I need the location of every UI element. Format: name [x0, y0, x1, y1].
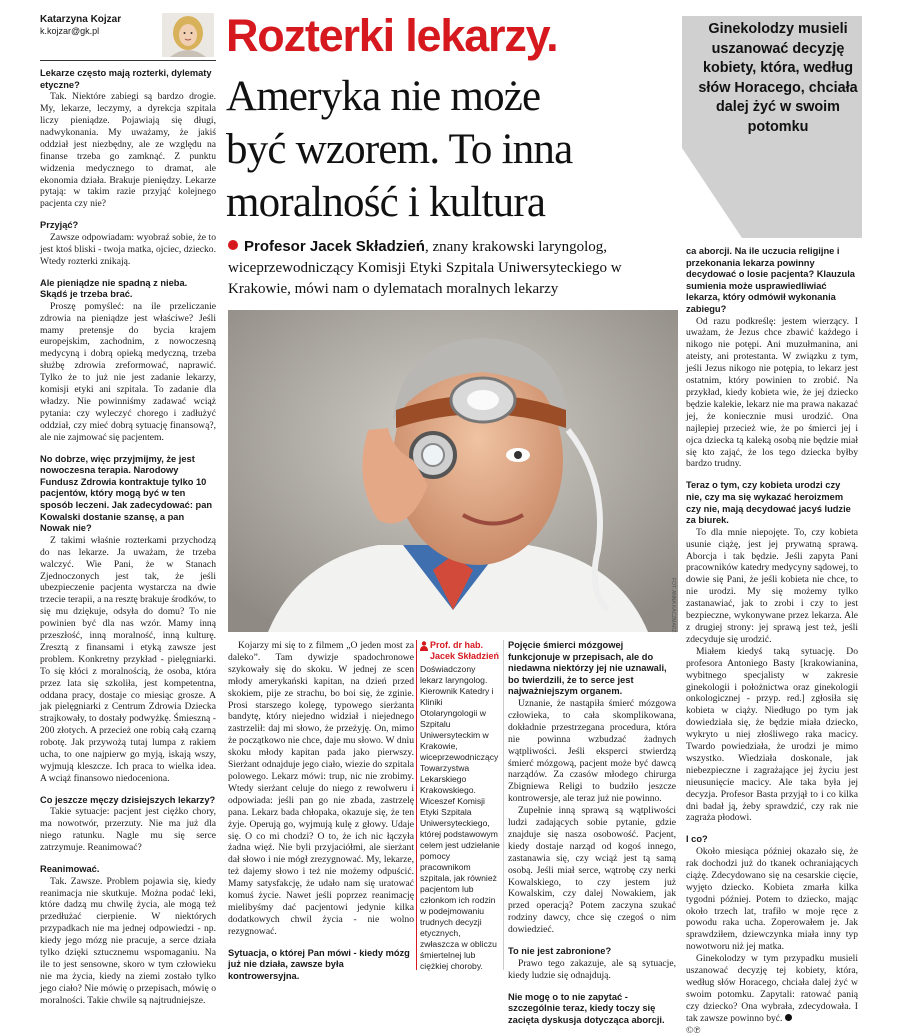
- answer: Zupełnie inną sprawą są wątpliwości ludzi zadających sobie pytanie, gdzie znajduje się nasza osobowość. Pacjent, kiedy dostaje narząd od kogoś innego, zastanawia się, czy wciąż jest tą samą osobą. Jeśli miał serce, wątrobę czy nerki Kowalskiego, to czy jestem już Kowalskim, czy dalej Nowakiem, jak przed operacją? Potem zaczyna szukać rodziny dawcy, chce się czegoś o nim dowiedzieć.: [508, 805, 676, 936]
- question: Ale pieniądze nie spadną z nieba. Skądś je trzeba brać.: [40, 277, 188, 300]
- main-photo: [228, 310, 678, 632]
- bio-box: [420, 640, 500, 972]
- photo-credit: FOT. ANNA KACZMARZ: [670, 578, 676, 633]
- column-divider: [503, 640, 504, 970]
- answer: Uznanie, że nastąpiła śmierć mózgowa człowieka, to cała skomplikowana, dokładnie przestrzegana procedura, która nie powinna wzbudzać żadnych wątpliwości. Jeśli eksperci stwierdzą śmierć mózgową, pacjent może być dawcą narządów. Za czasów młodego chirurga Zbigniewa Religi to budziło jeszcze kontrowersje, ale teraz już nie powinno.: [508, 697, 676, 805]
- bio-body: Doświadczony lekarz laryngolog. Kierownik Katedry i Kliniki Otolaryngologii w Szpitalu Uniwersyteckim w Krakowie, wiceprzewodniczący Towarzystwa Lekarskiego Krakowskiego. Wiceszef Komisji Etyki Szpitala Uniwersyteckiego, której podstawowym celem jest udzielanie pomocy pracownikom szpitala, jak również pacjentom lub członkom ich rodzin w podejmowaniu trudnych decyzji etycznych, zwłaszcza w obliczu śmiertelnej lub ciężkiej choroby.: [420, 664, 500, 971]
- answer: Od razu podkreślę: jestem wierzący. I uważam, że Jezus chce zbawić każdego i nikogo nie potępi. Ani muzułmanina, ani ateisty, ani protestanta. W związku z tym, jeśli Jezus nikogo nie potępia, to lekarz jest ostatnim, który powinien to zrobić. Na przykład, kiedy kobieta wie, że jej dziecko będzie kalekie, lekarz nie ma prawa nakazać jej, że koniecznie musi urodzić. Ona najlepiej przecież wie, że po śmierci jej i ojca dziecka tą kaleką osobą nie będzie miał się kto zająć, że los tego dziecka byłby bardzo trudny.: [686, 315, 858, 470]
- question: Sytuacja, o której Pan mówi - kiedy mózg już nie działa, zawsze była kontrowersyjna.: [228, 947, 410, 981]
- article-column-4: [686, 246, 858, 1036]
- answer: To dla mnie niepojęte. To, czy kobieta usunie ciążę, jest jej prywatną sprawą. Aborcja i tak będzie. Jeśli zapyta Pani pracowników katedry medycyny sądowej, to dowie się Pani, że jeśli kobieta nie chce, to nie urodzi. My się możemy tylko zastanawiać, jak to zrobi i czy to jest bezpieczne, wykonywane przez lekarza. Ale z drugiej strony: jej sprawą jest też, jeśli zdecyduje się urodzić.: [686, 526, 858, 645]
- headline-line-1: Ameryka nie może: [226, 73, 541, 120]
- answer: Proszę pomyśleć: na ile przeliczanie zdrowia na pieniądze jest właściwe? Jeśli mamy pretensje do bycia krajem europejskim, zachodnim, z nowoczesną medycyną i dobrą opieką medyczną, trzeba służbę zdrowia zreformować, naprawić. Tylko że to już nie jest zadanie lekarzy, komisji etyki ani szpitala. To zadanie dla władzy. Nie powinniśmy zadawać wciąż pytania: czy wyleczyć chorego i zadłużyć oddział, czy mieć dobrą sytuację finansową?, ale nie zajmować się pacjentem.: [40, 300, 216, 443]
- answer: Zawsze odpowiadam: wyobraź sobie, że to jest ktoś bliski - twoja matka, ojciec, dziecko. Wtedy rozterki znikają.: [40, 231, 216, 267]
- author-name: Katarzyna Kojzar: [40, 14, 122, 25]
- author-photo: [162, 13, 214, 57]
- author-email[interactable]: k.kojzar@gk.pl: [40, 26, 100, 36]
- lead-text: , znany krakowski laryngolog, wiceprzewodniczący Komisji Etyki Szpitala Uniwersyteckiego w Krakowie, mówi nam o dylematach moralnych lekarzy: [228, 239, 622, 297]
- article-column-3: [508, 640, 676, 1026]
- question: Lekarze często mają rozterki, dylematy etyczne?: [40, 68, 212, 90]
- answer: Tak. Niektóre zabiegi są bardzo drogie. My, lekarze, leczymy, a dyrekcja szpitala liczy pieniądze. Pojawiają się długi, nadwykonania. My uważamy, że jakiś oddział jest niezbędny, ale ze względu na finanse trzeba go zamknąć. Z punktu widzenia medycznego to dramat, ale ekonomia działa. Brakuje pieniędzy. Lekarze pytają: w takim razie przyjąć kolejnego pacjenta czy nie?: [40, 91, 216, 210]
- author-divider: [40, 60, 216, 61]
- question: I co?: [686, 834, 708, 845]
- headline-line-2: być wzorem. To inna: [226, 126, 573, 173]
- headline-line-3: moralność i kultura: [226, 179, 546, 226]
- question: Przyjąć?: [40, 220, 79, 231]
- answer: Z takimi właśnie rozterkami przychodzą do nas lekarze. Ja uważam, że trzeba walczyć. Wie Pani, że w Stanach Zjednoczonych jest tak, że jeśli ubezpieczenie pacjenta wystarcza na dwie trzecie terapii, a na resztę brakuje środków, to się mu dziękuje, odsyła do domu? To nie powinien być dla nas wzór. Mamy inną przeszłość, inną moralność, inną kulturę. Zresztą z finansami i etyką zawsze jest problem. Konkretny przykład - pielęgniarki. To się kłóci z moralnością, że osoba, która przez lata się szkoliła, jest kompetentna, oddana pracy, dostaje co miesiąc grosze. A jak pielęgniarki z Centrum Zdrowia Dziecka strajkowały, to dostały podwyżkę. Śmieszną - 200 złotych. A przecież one robią całą czarną robotę. Jak przywożą tutaj lumpa z rakiem ucha, to one najpierw go myją, iskają wszy, wyjmują kleszcze. Ich praca to wielka idea. A wciąż finansowo niedoceniona.: [40, 534, 216, 784]
- question: To nie jest zabronione?: [508, 946, 612, 957]
- question: Nie mogę o to nie zapytać - szczególnie teraz, kiedy toczy się zacięta dyskusja dotycząca aborcji.: [508, 991, 665, 1025]
- pullquote-notch: [682, 148, 742, 238]
- question: ca aborcji. Na ile uczucia religijne i przekonania lekarza powinny decydować o losie pacjenta? Klauzula sumienia może usprawiedliwiać lekarza, który odmówił wykonania zabiegu?: [686, 246, 855, 314]
- lead-paragraph: [228, 236, 676, 300]
- copyright: ©℗: [686, 1024, 701, 1036]
- end-mark-icon: [785, 1014, 792, 1021]
- answer: Tak. Zawsze. Problem pojawia się, kiedy reanimacja nie skutkuje. Można podać leki, które dadzą mu chwilę życia, ale mogą też przedłużać cierpienie. W niektórych przypadkach nie ma jednej odpowiedzi - np. kiedy jego mózg nie pracuje, a serce działa tylko dzięki sztucznemu wspomaganiu. Na ile to jest sensowne, skoro w tym człowieku nie ma życia, kiedy na ziemi zostało tylko jego ciało? Nie mówię o przepisach, mówię o moralności. Takie chwile są najtrudniejsze.: [40, 875, 216, 1006]
- answer: Około miesiąca później okazało się, że rak dochodzi już do tkanek ochraniających ciążę. Zdecydowano się na cesarskie cięcie, wyjęto dziecko. Kobieta zmarła kilka tygodni później. Potem to dziecko, mając około trzech lat, trafiło w moje ręce z powodu raka ucha. Zoperowałem je. Jak sprawdziłem, dziewczynka miała inny typ nowotworu niż jej matka.: [686, 845, 858, 953]
- answer: Miałem kiedyś taką sytuację. Do profesora Antoniego Basty [krakowianina, wybitnego specjalisty w zakresie ginekologii i położnictwa oraz ginekologii onkologicznej - przyp. red.] zgłosiła się kobieta w ciąży. Niedługo po tym jak dowiedziała się, że będzie miała dziecko, wykryto u niej złośliwego raka macicy. Twardo powiedziała, że urodzi je mimo wszystko. Wiedziała doskonale, jak niebezpieczne i zagrażające jej życiu jest nieusunięcie macicy. Ale taka była jej decyzja. Profesor Basta przyjął to i co kilka dni badał ją, żeby sprawdzić, czy rak nie zagraża płodowi.: [686, 645, 858, 824]
- answer: [686, 953, 858, 1024]
- question: Pojęcie śmierci mózgowej funkcjonuje w przepisach, ale do niedawna niektórzy jej nie uznawali, bo twierdzili, że to serce jest najważniejszym organem.: [508, 640, 667, 697]
- question: Teraz o tym, czy kobieta urodzi czy nie, czy ma się wykazać heroizmem czy nie, mają decydować jacyś ludzie za biurek.: [686, 480, 851, 526]
- pullquote: Ginekolodzy musieli uszanować decyzję kobiety, która, według słów Horacego, chciała dalej żyć w swoim potomku: [698, 21, 858, 135]
- headline-kicker: Rozterki lekarzy.: [226, 10, 558, 61]
- lead-name: Profesor Jacek Składzień: [244, 238, 425, 255]
- article-column-1: [40, 68, 216, 1007]
- bio-divider: [416, 640, 417, 970]
- bio-title: Prof. dr hab. Jacek Składzień: [430, 640, 500, 661]
- question: Reanimować.: [40, 864, 100, 875]
- question: Co jeszcze męczy dzisiejszych lekarzy?: [40, 794, 216, 805]
- answer: Takie sytuacje: pacjent jest ciężko chory, ma nowotwór, przerzuty. Nie ma już dla niego ratunku. Nagle mu się serce zatrzymuje. Reanimować?: [40, 806, 216, 854]
- question: No dobrze, więc przyjmijmy, że jest nowoczesna terapia. Narodowy Fundusz Zdrowia kontraktuje tylko 10 pacjentów, który mogą być w ten sposób leczeni. Jak zadecydować: pan Kowalski dostanie szansę, a pan Nowak nie?: [40, 453, 213, 534]
- answer: Prawo tego zakazuje, ale są sytuacje, kiedy ludzie się odnajdują.: [508, 957, 676, 981]
- person-icon: [420, 641, 428, 651]
- article-column-2: [228, 640, 414, 982]
- headline: [226, 70, 678, 229]
- answer: Kojarzy mi się to z filmem „O jeden most za daleko”. Tam dywizje spadochronowe szykowały się do skoku. W jednej ze scen młody amerykański kapitan, na dzień przed skokiem, pije ze strachu, bo boi się, że zginie. Prosi starszego kolegę, typowego sierżanta bandytę, który niejedno widział i niejednego zastrzelił: daj mi słowo, że przeżyję. On, mimo że początkowo nie chce, daje mu słowo. W dniu skoku młody kapitan pada jako pierwszy. Sierżant odnajduje jego ciało, wiezie do szpitala polowego. Lekarz mówi: trup, nic nie zrobimy. Wtedy sierżant celuje do niego z rewolweru i odpowiada: jeśli pan go nie zbada, zastrzelę pana. Lekarz bada chłopaka, okazuje się, że ten żyje. Operują go, wyjmują kulę z głowy. Udaje się. O co mi chodzi? O to, że ich nic łączyła żadna więź. Nie byli przyjaciółmi, ale sierżant dał słowo i nie mógł zrezygnować. My, lekarze, też dajemy słowo i też nie możemy odpuścić. Mamy satysfakcję, że udało nam się uratować komuś życie. Nawet jeśli poprzez reanimację mielibyśmy dać pacjentowi jedynie kilka dodatkowych chwil życia - nie wolno rezygnować.: [228, 640, 414, 937]
- bullet-icon: [228, 240, 238, 250]
- answer-text: Ginekolodzy w tym przypadku musieli uszanować decyzję tej kobiety, która, według słów Horacego, chciała dalej żyć w swoim potomku. Zapytali: ratować panią czy dziecko? Ona wybrała, zdecydowała. I tak zawsze powinno być.: [686, 953, 858, 1024]
